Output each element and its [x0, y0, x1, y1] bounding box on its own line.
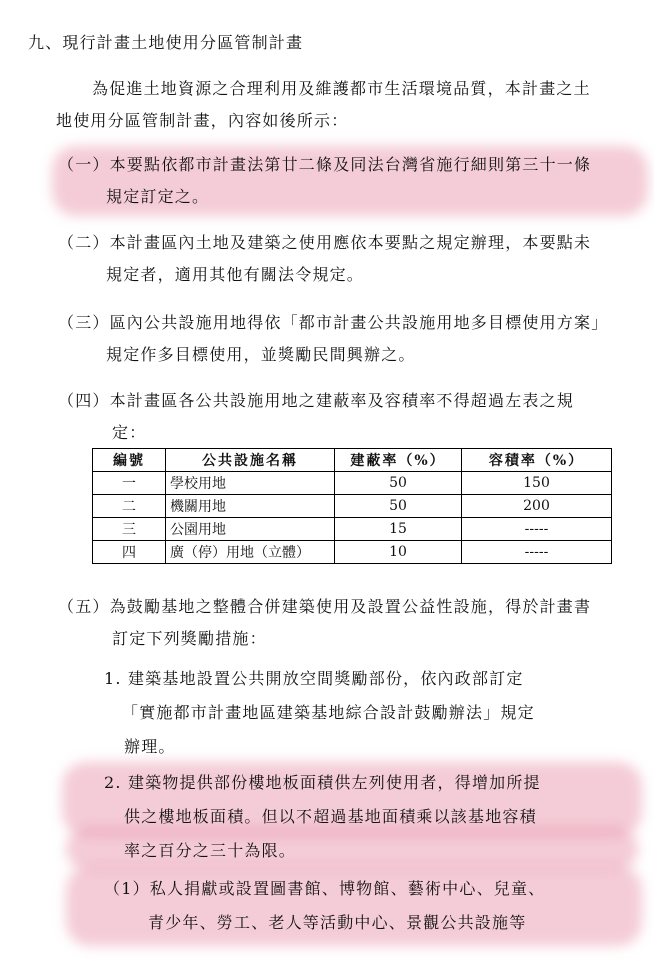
table-header-far: 容積率（%）	[462, 449, 612, 472]
item-3-line-1: （三）區內公共設施用地得依「都市計畫公共設施用地多目標使用方案」	[58, 313, 609, 332]
subitem-2-1-line-1: （1）私人捐獻或設置圖書館、博物館、藝術中心、兒童、	[104, 879, 546, 898]
table-cell: 10	[335, 541, 462, 564]
table-cell: 50	[335, 495, 462, 518]
table-row	[93, 541, 612, 564]
table-cell: 機關用地	[166, 495, 335, 518]
table-row	[93, 518, 612, 541]
item-1-line-1: （一）本要點依都市計畫法第廿二條及同法台灣省施行細則第三十一條	[58, 155, 592, 174]
item-5-line-2: 訂定下列獎勵措施：	[112, 629, 267, 648]
intro-line-2: 地使用分區管制計畫，內容如後所示：	[56, 111, 349, 130]
subitem-1-line-2: 「實施都市計畫地區建築基地綜合設計鼓勵辦法」規定	[122, 703, 535, 722]
table-cell: 學校用地	[166, 472, 335, 495]
subitem-2-line-2: 供之樓地板面積。但以不超過基地面積乘以該基地容積	[124, 807, 537, 826]
item-2-line-1: （二）本計畫區內土地及建築之使用應依本要點之規定辦理，本要點未	[58, 233, 592, 252]
table-cell: 四	[93, 541, 166, 564]
table-cell: -----	[462, 518, 612, 541]
table-cell: 三	[93, 518, 166, 541]
table-cell: 廣（停）用地（立體）	[166, 541, 335, 564]
subitem-2-line-3: 率之百分之三十為限。	[124, 841, 297, 860]
item-2-line-2: 規定者，適用其他有關法令規定。	[106, 265, 365, 284]
table-header-coverage: 建蔽率（%）	[335, 449, 462, 472]
facility-ratio-table	[92, 448, 612, 564]
item-4-line-2: 定：	[112, 423, 147, 442]
item-3-line-2: 規定作多目標使用，並獎勵民間興辦之。	[106, 345, 416, 364]
table-cell: 15	[335, 518, 462, 541]
section-title: 九、現行計畫土地使用分區管制計畫	[28, 33, 304, 52]
table-cell: -----	[462, 541, 612, 564]
intro-line-1: 為促進土地資源之合理利用及維護都市生活環境品質，本計畫之土	[92, 79, 591, 98]
subitem-2-line-1: 2. 建築物提供部份樓地板面積供左列使用者，得增加所提	[104, 773, 541, 792]
table-cell: 一	[93, 472, 166, 495]
item-1-line-2: 規定訂定之。	[106, 187, 210, 206]
table-header-number: 編號	[93, 449, 166, 472]
subitem-1-line-3: 辦理。	[124, 737, 176, 756]
table-cell: 200	[462, 495, 612, 518]
table-cell: 150	[462, 472, 612, 495]
table-cell: 50	[335, 472, 462, 495]
table-row	[93, 495, 612, 518]
subitem-1-line-1: 1. 建築基地設置公共開放空間獎勵部份，依內政部訂定	[104, 669, 524, 688]
item-4-line-1: （四）本計畫區各公共設施用地之建蔽率及容積率不得超過左表之規	[58, 391, 575, 410]
table-header-row	[93, 449, 612, 472]
table-header-name: 公共設施名稱	[166, 449, 335, 472]
subitem-2-1-line-2: 青少年、勞工、老人等活動中心、景觀公共設施等	[148, 913, 527, 932]
table-row	[93, 472, 612, 495]
table-cell: 二	[93, 495, 166, 518]
item-5-line-1: （五）為鼓勵基地之整體合併建築使用及設置公益性設施，得於計畫書	[58, 597, 592, 616]
table-cell: 公園用地	[166, 518, 335, 541]
